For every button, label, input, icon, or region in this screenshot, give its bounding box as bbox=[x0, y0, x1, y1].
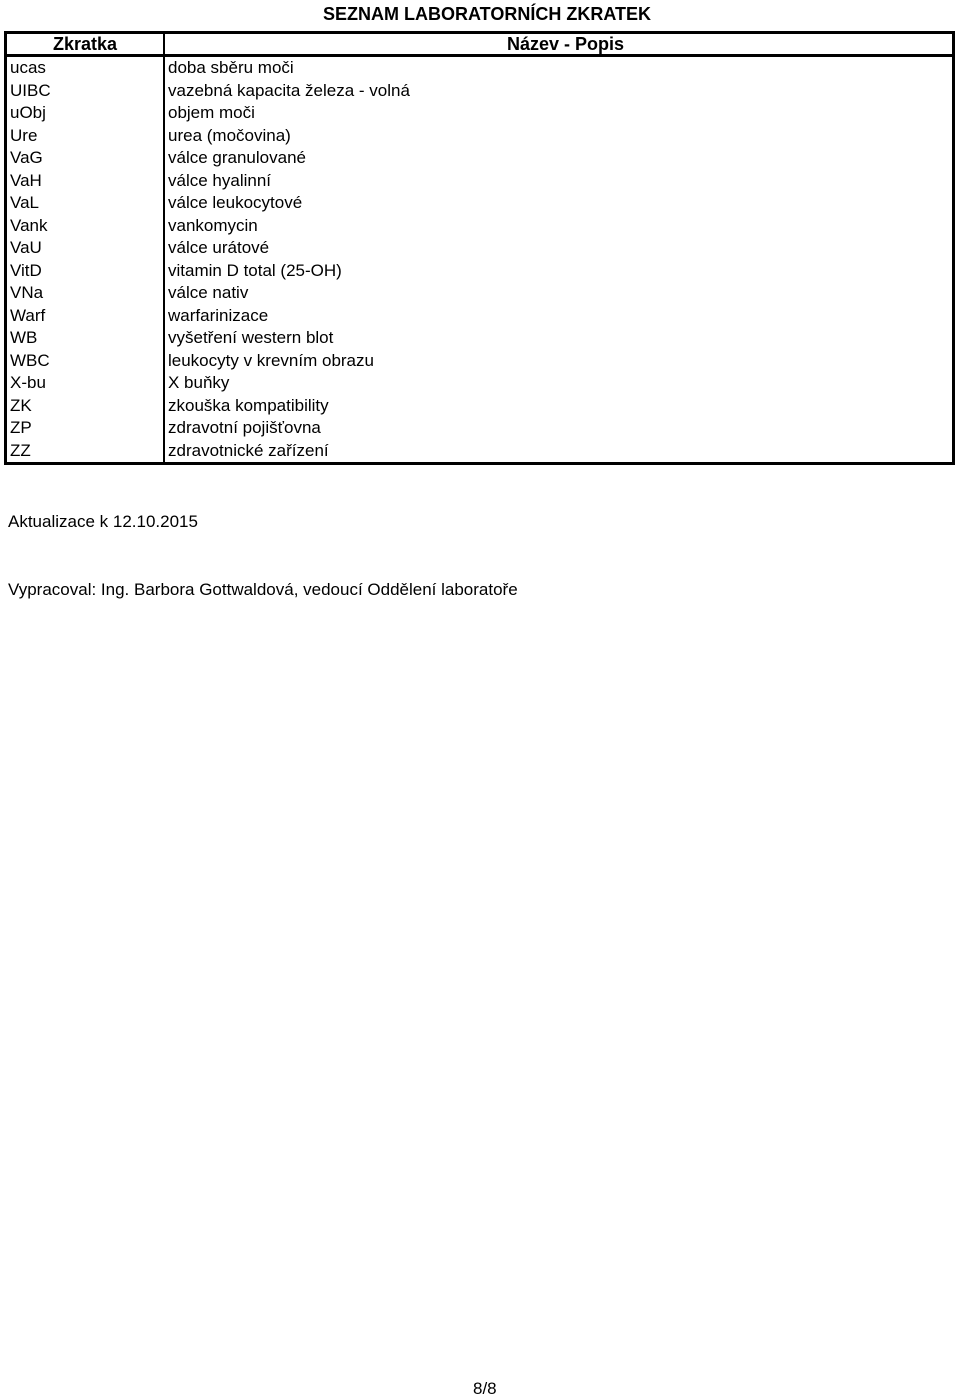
description-cell: objem moči bbox=[168, 103, 255, 123]
table-row bbox=[6, 372, 954, 395]
description-cell: válce urátové bbox=[168, 238, 270, 258]
abbreviation-cell: VaL bbox=[6, 192, 165, 215]
abbreviation-table bbox=[4, 31, 955, 465]
description-cell: válce hyalinní bbox=[168, 170, 272, 190]
abbreviation-cell: uObj bbox=[6, 102, 165, 125]
description-cell: vazebná kapacita železa - volná bbox=[168, 80, 410, 100]
abbreviation-cell: Ure bbox=[6, 125, 165, 148]
description-cell: zkouška kompatibility bbox=[168, 395, 329, 415]
description-cell: doba sběru moči bbox=[168, 58, 294, 78]
description-cell: válce granulované bbox=[168, 148, 306, 168]
description-cell: zdravotnické zařízení bbox=[168, 440, 329, 460]
table-row bbox=[6, 125, 954, 148]
table-row bbox=[6, 350, 954, 373]
table-row bbox=[6, 80, 954, 103]
abbreviation-cell: ZK bbox=[6, 395, 165, 418]
table-row bbox=[6, 440, 954, 464]
table-row bbox=[6, 305, 954, 328]
abbreviation-cell: VaH bbox=[6, 170, 165, 193]
description-cell: vankomycin bbox=[168, 215, 258, 235]
table-row bbox=[6, 417, 954, 440]
abbreviation-cell: Warf bbox=[6, 305, 165, 328]
table-row bbox=[6, 192, 954, 215]
description-cell: warfarinizace bbox=[168, 305, 269, 325]
description-cell: vitamin D total (25-OH) bbox=[168, 260, 342, 280]
table-row bbox=[6, 237, 954, 260]
abbreviation-cell: Vank bbox=[6, 215, 165, 238]
document-title: SEZNAM LABORATORNÍCH ZKRATEK bbox=[323, 4, 651, 24]
update-date: Aktualizace k 12.10.2015 bbox=[8, 512, 198, 531]
abbreviation-cell: WB bbox=[6, 327, 165, 350]
table-row bbox=[6, 56, 954, 80]
description-cell: urea (močovina) bbox=[168, 125, 291, 145]
abbreviation-cell: UIBC bbox=[6, 80, 165, 103]
column-header-abbreviation: Zkratka bbox=[6, 33, 165, 56]
table-row bbox=[6, 102, 954, 125]
table-row bbox=[6, 170, 954, 193]
table-row bbox=[6, 327, 954, 350]
description-cell: leukocyty v krevním obrazu bbox=[168, 350, 374, 370]
table-row bbox=[6, 147, 954, 170]
abbreviation-cell: VaU bbox=[6, 237, 165, 260]
table-row bbox=[6, 282, 954, 305]
table-body bbox=[6, 56, 954, 464]
abbreviation-cell: ZP bbox=[6, 417, 165, 440]
description-cell: vyšetření western blot bbox=[168, 328, 334, 348]
abbreviation-cell: VaG bbox=[6, 147, 165, 170]
description-cell: válce nativ bbox=[168, 283, 249, 303]
table-row bbox=[6, 260, 954, 283]
author-line: Vypracoval: Ing. Barbora Gottwaldová, vedoucí Oddělení laboratoře bbox=[8, 580, 518, 599]
table-row bbox=[6, 215, 954, 238]
table-row bbox=[6, 395, 954, 418]
description-cell: válce leukocytové bbox=[168, 193, 303, 213]
abbreviation-cell: X-bu bbox=[6, 372, 165, 395]
table-header-row bbox=[6, 33, 954, 56]
abbreviation-cell: ZZ bbox=[6, 440, 165, 464]
abbreviation-cell: VNa bbox=[6, 282, 165, 305]
page-number: 8/8 bbox=[473, 1379, 497, 1398]
description-cell: zdravotní pojišťovna bbox=[168, 418, 321, 438]
abbreviation-cell: WBC bbox=[6, 350, 165, 373]
abbreviation-cell: VitD bbox=[6, 260, 165, 283]
description-cell: X buňky bbox=[168, 373, 230, 393]
column-header-name: Název - Popis bbox=[164, 33, 954, 56]
abbreviation-cell: ucas bbox=[6, 56, 165, 80]
